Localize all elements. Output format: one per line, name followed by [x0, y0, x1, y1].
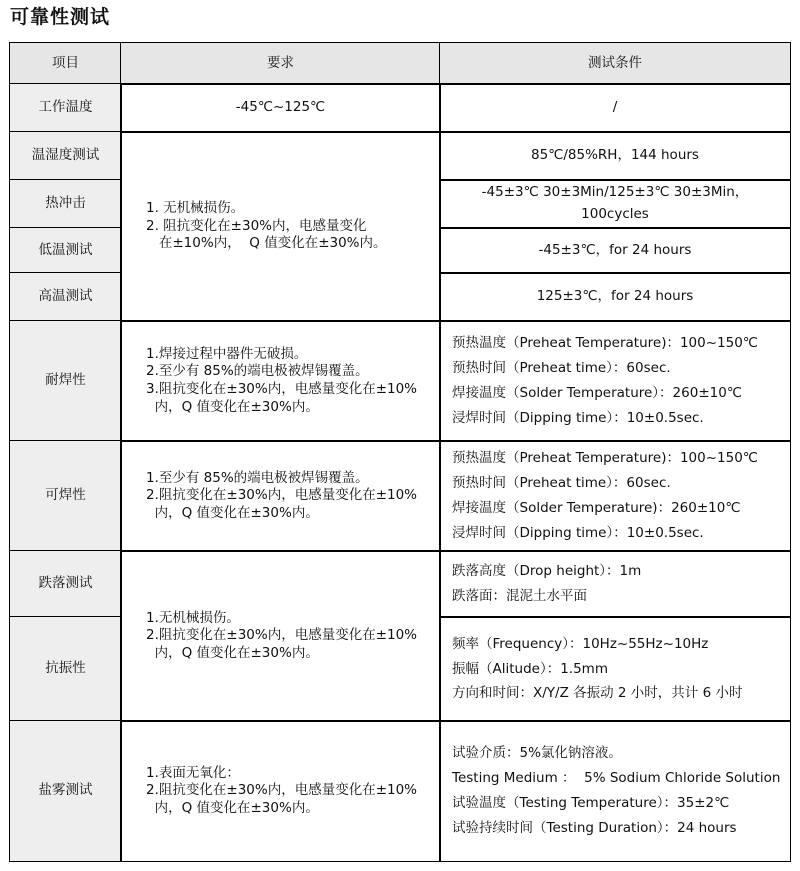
requirement-salt-spray: 1.表面无氧化： 2.阻抗变化在±30%内，电感量变化在±10% 内，Q 值变化在±30%内。 — [120, 720, 441, 862]
condition-vibration: 频率（Frequency）：10Hz~55Hz~10Hz 振幅（Alitude）：1.5mm 方向和时间：X/Y/Z 各振动 2 小时，共计 6 小时 — [439, 616, 791, 722]
item-humidity: 温湿度测试 — [9, 131, 122, 181]
header-condition: 测试条件 — [439, 42, 791, 85]
item-solderability: 可焊性 — [9, 440, 122, 552]
page-title: 可靠性测试 — [10, 6, 111, 28]
condition-salt-spray: 试验介质：5%氯化钠溶液。 Testing Medium ： 5% Sodium Chloride Solution 试验温度（Testing Temperature）：35±2℃ 试验持续时间（Testing Duration）：24 hours — [439, 720, 791, 862]
condition-drop: 跌落高度（Drop height）：1m 跌落面：混泥土水平面 — [439, 550, 791, 618]
item-low-temp: 低温测试 — [9, 227, 122, 274]
header-item: 项目 — [9, 42, 122, 85]
item-solder-heat: 耐焊性 — [9, 320, 122, 442]
condition-solder-heat: 预热温度（Preheat Temperature)：100~150℃ 预热时间（Preheat time）：60sec. 焊接温度（Solder Temperature）：260±10℃ 浸焊时间（Dipping time）：10±0.5sec. — [439, 320, 791, 442]
requirement-solder-heat: 1.焊接过程中器件无破损。 2.至少有 85%的端电极被焊锡覆盖。 3.阻抗变化在±30%内，电感量变化在±10% 内，Q 值变化在±30%内。 — [120, 320, 441, 442]
item-high-temp: 高温测试 — [9, 272, 122, 322]
requirement-working-temp: -45℃~125℃ — [120, 83, 441, 133]
item-drop: 跌落测试 — [9, 550, 122, 618]
condition-thermal-shock: -45±3℃ 30±3Min/125±3℃ 30±3Min， 100cycles — [439, 179, 791, 229]
item-working-temp: 工作温度 — [9, 83, 122, 133]
requirement-group-2: 1.无机械损伤。 2.阻抗变化在±30%内，电感量变化在±10% 内，Q 值变化在±30%内。 — [120, 550, 441, 722]
item-salt-spray: 盐雾测试 — [9, 720, 122, 862]
condition-working-temp: / — [439, 83, 791, 133]
item-thermal-shock: 热冲击 — [9, 179, 122, 229]
item-vibration: 抗振性 — [9, 616, 122, 722]
requirement-group-1: 1. 无机械损伤。 2. 阻抗变化在±30%内，电感量变化 在±10%内， Q 值变化在±30%内。 — [120, 131, 441, 322]
condition-low-temp: -45±3℃，for 24 hours — [439, 227, 791, 274]
requirement-solderability: 1.至少有 85%的端电极被焊锡覆盖。 2.阻抗变化在±30%内，电感量变化在±10% 内，Q 值变化在±30%内。 — [120, 440, 441, 552]
condition-solderability: 预热温度（Preheat Temperature)：100~150℃ 预热时间（Preheat time）：60sec. 焊接温度（Solder Temperature)：260±10℃ 浸焊时间（Dipping time）：10±0.5sec. — [439, 440, 791, 552]
header-requirement: 要求 — [120, 42, 441, 85]
condition-humidity: 85℃/85%RH，144 hours — [439, 131, 791, 181]
condition-high-temp: 125±3℃，for 24 hours — [439, 272, 791, 322]
